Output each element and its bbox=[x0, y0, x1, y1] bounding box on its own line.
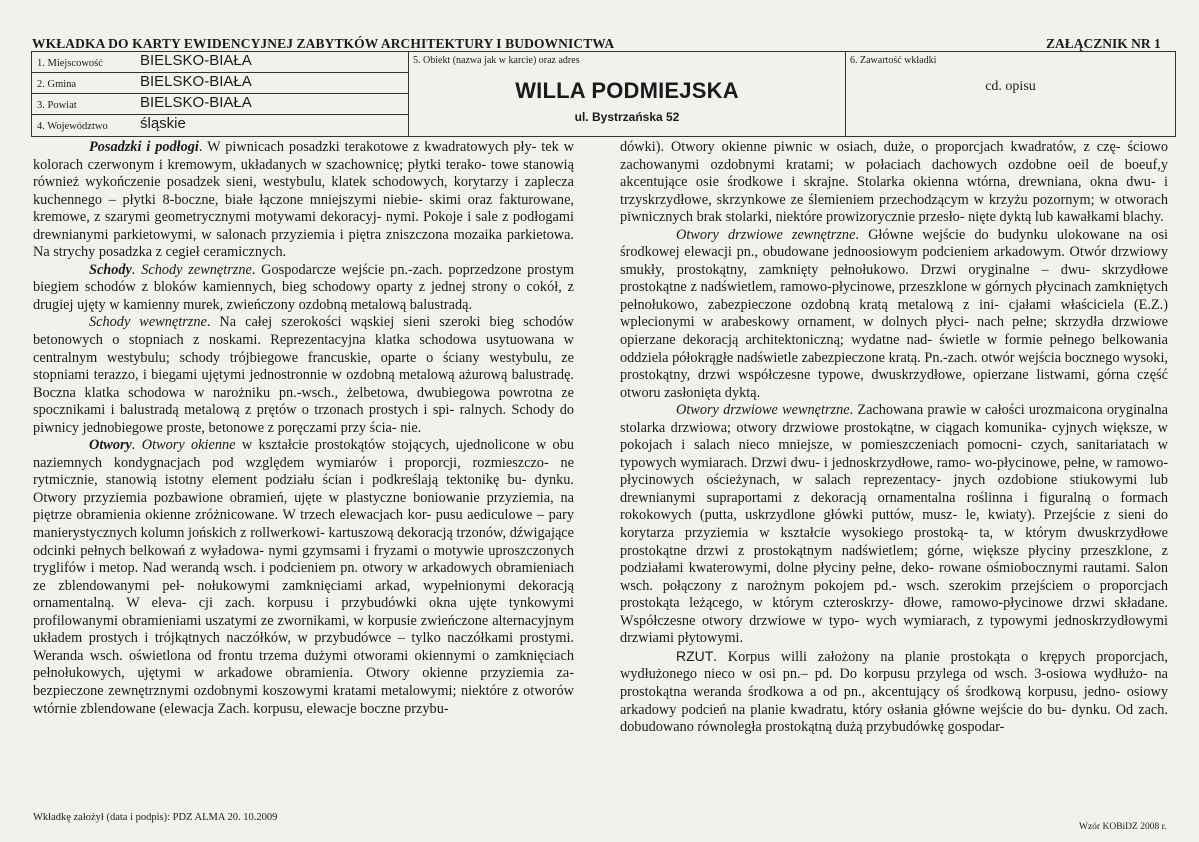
identification-table bbox=[31, 51, 1176, 137]
paragraph-schody-wewnetrzne bbox=[33, 314, 574, 437]
location-fields bbox=[32, 52, 409, 136]
subsection-heading: Otwory drzwiowe wewnętrzne bbox=[676, 402, 850, 419]
footer-author: Wkładkę założył (data i podpis): PDZ ALMA 20. 10.2009 bbox=[33, 812, 278, 823]
section-heading: RZUT bbox=[676, 647, 714, 664]
field-label: 4. Województwo bbox=[37, 121, 108, 132]
field-value: śląskie bbox=[140, 115, 186, 132]
right-text-column bbox=[620, 139, 1168, 737]
field-miejscowosc bbox=[32, 52, 408, 73]
field-label: 3. Powiat bbox=[37, 100, 77, 111]
paragraph-text: . Zachowana prawie w całości urozmaicona oryginalna stolarka drzwiowa; otwory drzwiowe prostokątne, w ciągach komunika- cyjnych większe, w pokojach i salach nieco mniejsze, w pomieszczeniach pomocni- czych, sanitariatach w typowych wymiarach. Drzwi dwu- i jednoskrzydłowe, ramo- wo-płycinowe, pełne, w ramowo-płycinowych ościeżynach, w salach reprezentacy- jnych ozdobione stiukowymi lub drewnianymi supraportami z dekoracją ornamentalna roślinna i figuralną o formach rokokowych (putta, uskrzydlone główki puttów, musz- le, kwiaty). Przejście z sieni do korytarza przyziemia w kształcie wysokiego prostoką- ta, w którym dwuskrzydłowe prostokątne drzwi z prostokątnym nadświetlem; górne, większe płyciny przeszklone, z podziałami kwaterowymi, dolne płyciny pełne, deko- rowane ośmiobocznymi rautami. Salon wsch. połączony z narożnym pokojem pd.- wsch. szerokim przejściem o proporcjach prostokąta leżącego, w którym czteroskrzy- dłowe, ramowo-płycinowe drzwi składane. Współczesne otwory drzwiowe w typo- wych wymiarach, z typowymi jednoskrzydłowymi drzwiami płytowymi. bbox=[620, 402, 1169, 647]
footer-template: Wzór KOBiDZ 2008 r. bbox=[1079, 822, 1167, 832]
paragraph-otwory bbox=[33, 437, 574, 718]
field-label: 1. Miejscowość bbox=[37, 58, 103, 69]
field-label: 2. Gmina bbox=[37, 79, 77, 90]
paragraph-rzut bbox=[620, 648, 1168, 737]
field-label: 6. Zawartość wkładki bbox=[850, 55, 937, 66]
field-value: BIELSKO-BIAŁA bbox=[140, 94, 252, 111]
section-heading: Posadzki i podłogi bbox=[89, 139, 199, 155]
paragraph-drzwi-zewnetrzne bbox=[620, 227, 1168, 402]
object-field bbox=[409, 52, 846, 136]
paragraph-text: dówki). Otwory okienne piwnic w osiach, duże, o proporcjach kwadratów, z czę- ściowo zachowanymi ozdobnymi kratami; w połaciach dachowych ozdobne oeil de boeuf,y akcentujące osie środkowe i skrajne. Stolarka okienna wtórna, drewniana, okna dwu- i trzyskrzydłowe, skrzynkowe ze ślemieniem przechodzącym w krzyżu pozornym; w otworach piwnicznych brak stolarki, niektóre prowizorycznie przesło- nięte dyktą lub kawałkami blachy. bbox=[620, 139, 1168, 226]
field-powiat bbox=[32, 94, 408, 115]
subsection-heading: Schody wewnętrzne bbox=[89, 314, 207, 331]
attachment-number: ZAŁĄCZNIK NR 1 bbox=[1046, 36, 1161, 51]
paragraph-text: . Główne wejście do budynku ulokowane na osi środkowej elewacji pn., obudowane jednoosiowym podcieniem arkadowym. Otwór drzwiowy smukły, prostokątny, zamknięty pełnołukowo. Drzwi oryginalne – dwu- skrzydłowe prostokątne z nadświetlem, ramowo-płycinowe, przeszklone w górnych płycinach zamkniętych pełnołukowo, zabezpieczone ozdobną kratą metalową z ini- cjałami właściciela (E.Z.) wplecionymi w arabeskowy ornament, w dolnych płyci- nach pełne; skrzydła drzwiowe opierzane dekoracją architektoniczną; wydatne nad- świetle w formie pełnego belkowania oddziela półokrągłe nadświetle zabezpieczone kratą. Pn.-zach. otwór wejścia bocznego wysoki, prostokątny, drzwi współczesne typowe, dwuskrzydłowe, opierzane listwami, górna część otworu zasłonięta dyktą. bbox=[620, 226, 1168, 401]
paragraph-continuation bbox=[620, 139, 1168, 227]
object-address: ul. Bystrzańska 52 bbox=[574, 110, 680, 124]
field-value: BIELSKO-BIAŁA bbox=[140, 52, 252, 69]
content-field bbox=[846, 52, 1175, 136]
form-title: WKŁADKA DO KARTY EWIDENCYJNEJ ZABYTKÓW ARCHITEKTURY I BUDOWNICTWA bbox=[32, 36, 615, 51]
subsection-heading: . Schody zewnętrzne bbox=[131, 261, 252, 278]
section-heading: Otwory bbox=[89, 437, 132, 454]
field-label: 5. Obiekt (nazwa jak w karcie) oraz adres bbox=[413, 55, 580, 66]
left-text-column bbox=[33, 139, 574, 718]
paragraph-text: . W piwnicach posadzki terakotowe z kwadratowych pły- tek w kolorach czerwonym i kremowym, układanych w szachownicę; płytki terako- towe stanowią również wykończenie posadzek sieni, westybulu, klatek schodowych, korytarzy i zaplecza kuchennego – płytki 8-boczne, białe łączone mniejszymi niebie- skimi oraz fakturowane, kremowe, z szarymi geometrycznymi motywami dekoracyj- nymi. Pokoje i sale z podłogami drewnianymi parkietowymi, w salonach przyziemia i piętra zniszczona mozaika parkietowa. Na strychy posadzka z cegieł ceramicznych. bbox=[33, 139, 575, 261]
paragraph-schody bbox=[33, 262, 574, 315]
section-heading: Schody bbox=[89, 261, 132, 278]
paragraph-text: . Korpus willi założony na planie prostokąta o krępych proporcjach, wydłużonego nieco w osi pn.– pd. Do korpusu przylega od wsch. 3-osiowa wydłużo- na prostokątna weranda środkowa a od pn., akcentujący oś środkową korpusu, jedno- osiowy arkadowy podcień na planie kwadratu, który osłania główne wejście do bu- dynku. Od zach. dobudowano równoległa prostokątną dużą przybudówkę gospodar- bbox=[620, 648, 1168, 736]
paragraph-text: w kształcie prostokątów stojących, ujednolicone w obu naziemnych kondygnacjach pod względem wymiarów i proporcji, rozmieszczo- ne rytmicznie, stanowią istotny element podziału ścian i podkreślają tektonikę bu- dynku. Otwory przyziemia pozbawione obramień, ujęte w plastyczne boniowanie przyziemia, na piętrze obramienia okienne zróżnicowane. W trzech elewacjach kor- pusu aediculowe – pary manierystycznych kolumn jońskich z rollwerkowi- kartuszową dekoracją trzonów, dźwigające odcinki pełnych belkowań z wyładowa- nymi gzymsami i fryzami o motywie uproszczonych tryglifów i metop. Nad werandą wsch. i podcieniem pn. otwory w arkadowych obramieniach ze zblendowanymi peł- nołukowymi zamknięciami arkad, wypełnionymi dekoracją ornamentalną. W eleva- cji zach. korpusu i przybudówki okna ujęte tynkowymi profilowanymi obramieniami uszatymi ze zwornikami, w korpusie zwieńczone alternacyjnym układem prostych i trójkątnych naczółków, w przybudówce – tylko naczółkami prostymi. Weranda wsch. oświetlona od frontu trzema dużymi otworami okiennymi o zamknięciach pełnołukowych, ujętymi w arkadowe obramienia. Otwory okienne przyziemia za- bezpieczone zewnętrznymi ozdobnymi koszowymi kratami metalowymi; niektóre z otworów wtórnie zblendowane (elewacja Zach. korpusu, elewacje boczne przybu- bbox=[33, 437, 574, 717]
object-name: WILLA PODMIEJSKA bbox=[515, 78, 739, 103]
paragraph-drzwi-wewnetrzne bbox=[620, 402, 1168, 648]
subsection-heading: Otwory drzwiowe zewnętrzne bbox=[676, 226, 856, 243]
field-wojewodztwo bbox=[32, 115, 408, 137]
paragraph-text: . Na całej szerokości wąskiej sieni szeroki bieg schodów betonowych o stopniach z noskami. Reprezentacyjna klatka schodowa usytuowana w centralnym westybulu; schody trójbiegowe francuskie, oparte o ściany westybulu, ze stopniami terazzo, i biegami ujętymi jednostronnie w ozdobną metalową ażurową balustradę. Boczna klatka schodowa w narożniku pn.-wsch., żelbetowa, dwubiegowa powrotna ze spocznikami i balustradą metalową z prętów o trzonach prostych i spi- ralnych. Schody do piwnicy jednobiegowe proste, betonowe z poręczami przy ścia- nie. bbox=[33, 314, 574, 436]
paragraph-posadzki bbox=[33, 139, 574, 262]
subsection-heading: . Otwory okienne bbox=[131, 437, 236, 454]
paragraph-text: . Gospodarcze wejście pn.-zach. poprzedzone prostym biegiem schodów z bloków kamiennych, bieg schodowy oparty z jednej strony o cokół, z drugiej ujęty w kamienny murek, zwieńczony ozdobną metalową balustradą. bbox=[33, 261, 574, 313]
field-value: cd. opisu bbox=[985, 79, 1036, 94]
field-gmina bbox=[32, 73, 408, 94]
field-value: BIELSKO-BIAŁA bbox=[140, 73, 252, 90]
